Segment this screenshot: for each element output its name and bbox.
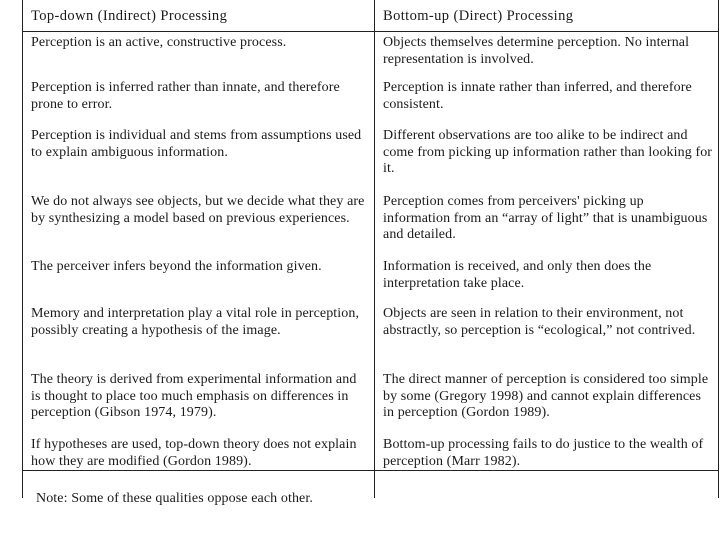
row-5-bottom-up: Information is received, and only then does the interpretation take place. [383, 259, 652, 291]
table-bottom-rule [22, 470, 719, 471]
row-6-bottom-up: Objects are seen in relation to their environment, not abstractly, so perception is “ecological,” not contrived. [383, 306, 696, 338]
row-7-bottom-up: The direct manner of perception is considered too simple by some (Gregory 1998) and cannot explain differences in perception (Gordon 1989). [383, 372, 709, 420]
comparison-table [22, 0, 720, 540]
row-5-top-down: The perceiver infers beyond the information given. [31, 259, 322, 274]
header-rule [22, 31, 719, 32]
row-3-top-down: Perception is individual and stems from assumptions used to explain ambiguous information. [31, 128, 362, 160]
row-1-bottom-up: Objects themselves determine perception. No internal representation is involved. [383, 35, 690, 67]
table-note: Note: Some of these qualities oppose each other. [36, 491, 313, 506]
header-top-down: Top-down (Indirect) Processing [31, 8, 228, 24]
row-2-bottom-up: Perception is innate rather than inferred, and therefore consistent. [383, 80, 692, 112]
row-4-top-down: We do not always see objects, but we decide what they are by synthesizing a model based on previous experiences. [31, 194, 365, 226]
row-7-top-down: The theory is derived from experimental information and is thought to place too much emphasis on differences in perception (Gibson 1974, 1979). [31, 372, 357, 420]
table-right-border [718, 0, 719, 498]
row-1-top-down: Perception is an active, constructive process. [31, 35, 287, 50]
row-2-top-down: Perception is inferred rather than innate, and therefore prone to error. [31, 80, 340, 112]
row-4-bottom-up: Perception comes from perceivers' picking up information from an “array of light” that is unambiguous and detailed. [383, 194, 708, 242]
row-6-top-down: Memory and interpretation play a vital role in perception, possibly creating a hypothesis of the image. [31, 306, 360, 338]
table-column-divider [374, 0, 375, 498]
row-8-bottom-up: Bottom-up processing fails to do justice to the wealth of perception (Marr 1982). [383, 437, 704, 469]
row-3-bottom-up: Different observations are too alike to be indirect and come from picking up information rather than looking for it. [383, 128, 713, 176]
header-bottom-up: Bottom-up (Direct) Processing [383, 8, 574, 24]
row-8-top-down: If hypotheses are used, top-down theory does not explain how they are modified (Gordon 1989). [31, 437, 357, 469]
table-left-border [22, 0, 23, 498]
